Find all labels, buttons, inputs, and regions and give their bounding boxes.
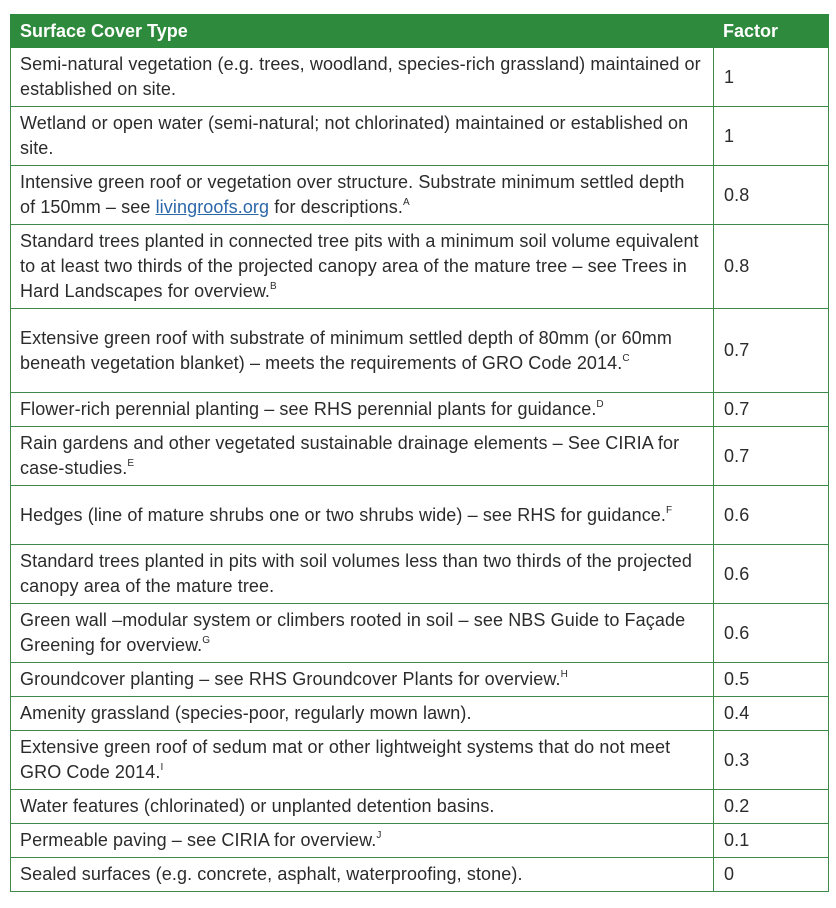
cover-type-text: Groundcover planting – see RHS Groundcover Plants for overview.: [20, 669, 561, 689]
cover-type-cell: [11, 697, 714, 731]
cover-type-cell: [11, 393, 714, 427]
cover-type-cell: [11, 427, 714, 486]
factor-cell: 0.6: [714, 486, 829, 545]
footnote-ref: H: [560, 669, 568, 680]
cover-type-cell: [11, 107, 714, 166]
cover-type-text: Flower-rich perennial planting – see RHS perennial plants for guidance.: [20, 399, 597, 419]
table-row: [11, 427, 829, 486]
cover-type-text: Permeable paving – see CIRIA for overview.: [20, 830, 377, 850]
table-row: [11, 697, 829, 731]
livingroofs-link[interactable]: livingroofs.org: [155, 197, 270, 217]
footnote-ref: A: [403, 197, 410, 208]
cover-type-text: Semi-natural vegetation (e.g. trees, woodland, species-rich grassland) maintained or established on site.: [20, 54, 701, 99]
factor-cell: 1: [714, 107, 829, 166]
cover-type-text: Standard trees planted in connected tree pits with a minimum soil volume equivalent to at least two thirds of the projected canopy area of the mature tree – see Trees in Hard Landscapes for overview.: [20, 231, 699, 301]
table-row: [11, 107, 829, 166]
table-header-row: [11, 15, 829, 48]
cover-type-cell: [11, 731, 714, 790]
cover-type-cell: [11, 309, 714, 393]
cover-type-cell: [11, 225, 714, 309]
cover-type-cell: [11, 663, 714, 697]
footnote-ref: B: [270, 281, 277, 292]
factor-cell: 0.6: [714, 604, 829, 663]
table-row: [11, 858, 829, 892]
table-row: [11, 604, 829, 663]
table-row: [11, 824, 829, 858]
cover-type-text: Rain gardens and other vegetated sustainable drainage elements – See CIRIA for case-studies.: [20, 433, 680, 478]
cover-type-cell: [11, 604, 714, 663]
factor-cell: 0.2: [714, 790, 829, 824]
footnote-ref: I: [160, 762, 164, 773]
cover-type-text-cont: for descriptions.: [269, 197, 403, 217]
cover-type-cell: [11, 790, 714, 824]
factor-cell: 0.5: [714, 663, 829, 697]
footnote-ref: F: [666, 504, 673, 516]
surface-cover-table-container: [10, 14, 828, 892]
table-row: [11, 731, 829, 790]
cover-type-text: Standard trees planted in pits with soil volumes less than two thirds of the projected canopy area of the mature tree.: [20, 551, 692, 596]
table-row: [11, 545, 829, 604]
factor-cell: 0: [714, 858, 829, 892]
cover-type-cell: [11, 48, 714, 107]
factor-cell: 0.7: [714, 309, 829, 393]
cover-type-cell: [11, 858, 714, 892]
cover-type-text: Extensive green roof with substrate of minimum settled depth of 80mm (or 60mm beneath vegetation blanket) – meets the requirements of GRO Code 2014.: [20, 327, 672, 373]
cover-type-cell: [11, 545, 714, 604]
cover-type-text: Hedges (line of mature shrubs one or two shrubs wide) – see RHS for guidance.: [20, 504, 667, 525]
table-row: [11, 166, 829, 225]
cover-type-text: Wetland or open water (semi-natural; not chlorinated) maintained or established on site.: [20, 113, 689, 158]
factor-cell: 0.6: [714, 545, 829, 604]
surface-cover-table: [10, 14, 829, 892]
cover-type-text: Extensive green roof of sedum mat or other lightweight systems that do not meet GRO Code 2014.: [20, 737, 671, 782]
table-row: [11, 790, 829, 824]
factor-cell: 0.4: [714, 697, 829, 731]
footnote-ref: J: [376, 830, 382, 841]
cover-type-cell: [11, 824, 714, 858]
cover-type-text: Amenity grassland (species-poor, regularly mown lawn).: [20, 703, 472, 723]
table-row: [11, 225, 829, 309]
header-factor: Factor: [714, 15, 829, 48]
header-surface-cover-type: Surface Cover Type: [11, 15, 714, 48]
cover-type-text: Intensive green roof or vegetation over structure. Substrate minimum settled depth of 150mm – see: [20, 172, 685, 217]
factor-cell: 0.8: [714, 166, 829, 225]
footnote-ref: D: [596, 399, 604, 410]
factor-cell: 0.3: [714, 731, 829, 790]
factor-cell: 0.8: [714, 225, 829, 309]
footnote-ref: C: [622, 352, 630, 364]
footnote-ref: E: [127, 458, 135, 469]
table-row: [11, 486, 829, 545]
cover-type-text: Sealed surfaces (e.g. concrete, asphalt, waterproofing, stone).: [20, 864, 523, 884]
footnote-ref: G: [202, 635, 211, 646]
cover-type-cell: [11, 166, 714, 225]
cover-type-text: Water features (chlorinated) or unplanted detention basins.: [20, 796, 495, 816]
table-row: [11, 309, 829, 393]
factor-cell: 0.7: [714, 393, 829, 427]
factor-cell: 0.7: [714, 427, 829, 486]
table-row: [11, 48, 829, 107]
factor-cell: 0.1: [714, 824, 829, 858]
cover-type-cell: [11, 486, 714, 545]
table-row: [11, 663, 829, 697]
table-row: [11, 393, 829, 427]
cover-type-text: Green wall –modular system or climbers rooted in soil – see NBS Guide to Façade Greening for overview.: [20, 610, 686, 655]
factor-cell: 1: [714, 48, 829, 107]
